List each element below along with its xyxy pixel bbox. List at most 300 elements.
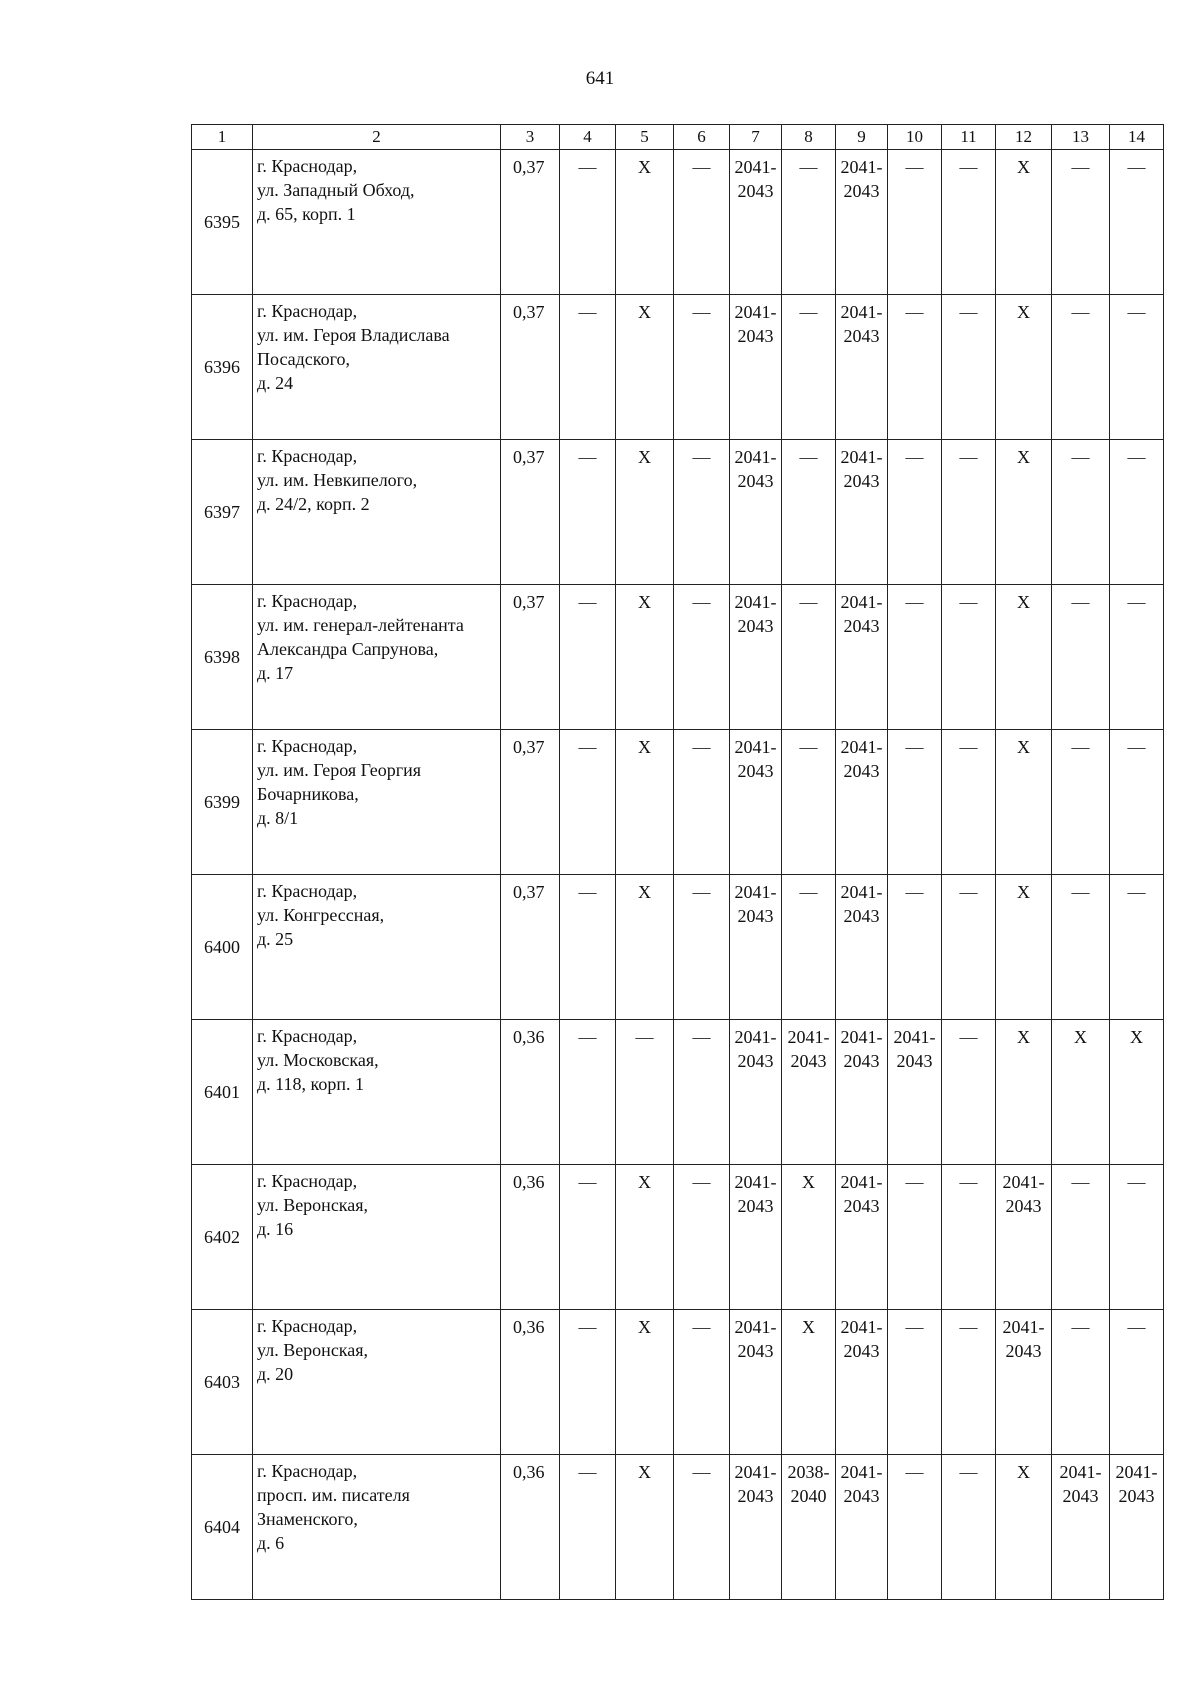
cell-value-line: 2041-	[840, 592, 883, 612]
address-line: д. 65, корп. 1	[257, 204, 356, 224]
dash-mark: —	[1071, 737, 1090, 757]
cell-value-line: 2041-	[1115, 1462, 1158, 1482]
cell-value: 0,37	[513, 157, 545, 177]
cell-col14	[1110, 730, 1164, 875]
cell-value: 0,36	[513, 1027, 545, 1047]
table-row	[192, 1310, 1164, 1455]
dash-mark: —	[692, 302, 711, 322]
dash-mark: —	[959, 1172, 978, 1192]
cell-col13	[1052, 875, 1110, 1020]
address-line: ул. им. Невкипелого,	[257, 470, 418, 490]
cell-col13	[1052, 440, 1110, 585]
address-line: Посадского,	[257, 349, 351, 369]
cell-value-line: 2038-	[787, 1462, 830, 1482]
address-line: ул. им. Героя Владислава	[257, 325, 450, 345]
cell-col12	[996, 1165, 1052, 1310]
dash-mark: —	[1127, 592, 1146, 612]
cell-col5	[616, 875, 674, 1020]
address-line: д. 20	[257, 1364, 294, 1384]
cell-col8	[782, 1455, 836, 1600]
cell-value-line: 2043	[896, 1051, 933, 1071]
cell-col13	[1052, 585, 1110, 730]
address-cell	[253, 730, 501, 875]
dash-mark: —	[578, 882, 597, 902]
dash-mark: —	[959, 737, 978, 757]
column-header-1: 1	[192, 125, 253, 150]
address-line: г. Краснодар,	[257, 1026, 358, 1046]
address-cell	[253, 1020, 501, 1165]
cell-value: Х	[1017, 1027, 1030, 1047]
cell-col12	[996, 585, 1052, 730]
dash-mark: —	[1127, 1317, 1146, 1337]
cell-col11	[942, 1310, 996, 1455]
dash-mark: —	[1071, 1172, 1090, 1192]
cell-value-line: 2043	[843, 761, 880, 781]
cell-col3	[501, 150, 560, 295]
cell-col5	[616, 440, 674, 585]
cell-col4	[560, 295, 616, 440]
dash-mark: —	[799, 737, 818, 757]
cell-col8	[782, 585, 836, 730]
address-line: ул. Западный Обход,	[257, 180, 415, 200]
cell-value-line: 2043	[1005, 1341, 1042, 1361]
cell-col7	[730, 440, 782, 585]
dash-mark: —	[959, 302, 978, 322]
cell-value-line: 2041-	[734, 1172, 777, 1192]
cell-value: Х	[638, 1172, 651, 1192]
cell-value: 0,37	[513, 882, 545, 902]
cell-value: Х	[1017, 157, 1030, 177]
cell-value-line: 2041-	[734, 1027, 777, 1047]
cell-value: 0,37	[513, 592, 545, 612]
column-header-3: 3	[501, 125, 560, 150]
cell-col4	[560, 875, 616, 1020]
cell-col13	[1052, 1165, 1110, 1310]
cell-value: 0,37	[513, 447, 545, 467]
cell-col5	[616, 295, 674, 440]
cell-col11	[942, 730, 996, 875]
cell-col14	[1110, 295, 1164, 440]
cell-col14	[1110, 1310, 1164, 1455]
cell-col10	[888, 1310, 942, 1455]
dash-mark: —	[799, 302, 818, 322]
dash-mark: —	[1071, 882, 1090, 902]
cell-value: 0,36	[513, 1317, 545, 1337]
cell-col3	[501, 440, 560, 585]
column-header-2: 2	[253, 125, 501, 150]
cell-col5	[616, 150, 674, 295]
address-line: г. Краснодар,	[257, 591, 358, 611]
dash-mark: —	[959, 1317, 978, 1337]
address-line: д. 6	[257, 1533, 285, 1553]
cell-col10	[888, 1455, 942, 1600]
cell-value-line: 2041-	[1059, 1462, 1102, 1482]
cell-col3	[501, 1455, 560, 1600]
cell-value-line: 2041-	[840, 157, 883, 177]
cell-value-line: 2041-	[840, 737, 883, 757]
cell-col14	[1110, 1020, 1164, 1165]
cell-value: Х	[638, 1317, 651, 1337]
cell-col3	[501, 1310, 560, 1455]
dash-mark: —	[905, 737, 924, 757]
cell-col6	[674, 1310, 730, 1455]
cell-col7	[730, 1165, 782, 1310]
address-cell	[253, 295, 501, 440]
cell-col10	[888, 150, 942, 295]
cell-col11	[942, 295, 996, 440]
cell-value-line: 2043	[790, 1051, 827, 1071]
register-table	[191, 124, 1164, 1600]
cell-col9	[836, 585, 888, 730]
cell-col3	[501, 730, 560, 875]
cell-value-line: 2043	[737, 616, 774, 636]
cell-col4	[560, 1310, 616, 1455]
dash-mark: —	[692, 1172, 711, 1192]
cell-col13	[1052, 730, 1110, 875]
cell-value-line: 2043	[737, 181, 774, 201]
cell-value-line: 2041-	[1002, 1317, 1045, 1337]
dash-mark: —	[578, 1317, 597, 1337]
cell-col6	[674, 875, 730, 1020]
cell-col12	[996, 1020, 1052, 1165]
cell-col4	[560, 1165, 616, 1310]
cell-value-line: 2043	[737, 1196, 774, 1216]
cell-value-line: 2041-	[734, 882, 777, 902]
cell-col9	[836, 150, 888, 295]
address-line: д. 118, корп. 1	[257, 1074, 364, 1094]
row-number: 6404	[192, 1455, 253, 1600]
cell-col7	[730, 875, 782, 1020]
cell-col10	[888, 1020, 942, 1165]
cell-value: Х	[638, 882, 651, 902]
cell-value-line: 2041-	[840, 1172, 883, 1192]
address-line: д. 24	[257, 373, 294, 393]
address-cell	[253, 875, 501, 1020]
cell-value: Х	[638, 447, 651, 467]
cell-value: Х	[1017, 737, 1030, 757]
dash-mark: —	[959, 447, 978, 467]
dash-mark: —	[1071, 1317, 1090, 1337]
cell-col12	[996, 1310, 1052, 1455]
cell-value-line: 2043	[843, 181, 880, 201]
column-header-11: 11	[942, 125, 996, 150]
dash-mark: —	[578, 1172, 597, 1192]
cell-value-line: 2041-	[840, 447, 883, 467]
address-cell	[253, 150, 501, 295]
table-row	[192, 730, 1164, 875]
address-line: г. Краснодар,	[257, 1171, 358, 1191]
address-line: Бочарникова,	[257, 784, 359, 804]
cell-value: Х	[1017, 447, 1030, 467]
cell-value-line: 2041-	[734, 447, 777, 467]
dash-mark: —	[959, 882, 978, 902]
cell-col5	[616, 1310, 674, 1455]
cell-value-line: 2041-	[840, 1027, 883, 1047]
row-number: 6400	[192, 875, 253, 1020]
column-header-13: 13	[1052, 125, 1110, 150]
dash-mark: —	[959, 1462, 978, 1482]
dash-mark: —	[578, 157, 597, 177]
dash-mark: —	[692, 447, 711, 467]
cell-col12	[996, 1455, 1052, 1600]
cell-value-line: 2041-	[840, 1462, 883, 1482]
cell-col13	[1052, 1455, 1110, 1600]
cell-col8	[782, 730, 836, 875]
cell-value-line: 2041-	[893, 1027, 936, 1047]
cell-value: Х	[1074, 1027, 1087, 1047]
dash-mark: —	[799, 592, 818, 612]
table-body	[192, 150, 1164, 1600]
cell-col6	[674, 1020, 730, 1165]
address-line: ул. им. Героя Георгия	[257, 760, 421, 780]
cell-value-line: 2043	[843, 471, 880, 491]
address-cell	[253, 1455, 501, 1600]
cell-col12	[996, 295, 1052, 440]
cell-value-line: 2043	[843, 326, 880, 346]
cell-value-line: 2043	[1062, 1486, 1099, 1506]
table-row	[192, 440, 1164, 585]
cell-value-line: 2043	[843, 1341, 880, 1361]
cell-value: Х	[1017, 302, 1030, 322]
dash-mark: —	[959, 157, 978, 177]
address-line: д. 24/2, корп. 2	[257, 494, 370, 514]
dash-mark: —	[799, 157, 818, 177]
cell-col11	[942, 1165, 996, 1310]
cell-value-line: 2043	[843, 1051, 880, 1071]
dash-mark: —	[905, 302, 924, 322]
cell-value: Х	[1017, 592, 1030, 612]
cell-col10	[888, 730, 942, 875]
dash-mark: —	[1127, 157, 1146, 177]
cell-col9	[836, 875, 888, 1020]
table-row	[192, 1165, 1164, 1310]
row-number: 6403	[192, 1310, 253, 1455]
column-header-12: 12	[996, 125, 1052, 150]
dash-mark: —	[578, 447, 597, 467]
cell-col4	[560, 585, 616, 730]
address-line: г. Краснодар,	[257, 156, 358, 176]
address-line: г. Краснодар,	[257, 446, 358, 466]
dash-mark: —	[692, 882, 711, 902]
cell-value-line: 2041-	[1002, 1172, 1045, 1192]
cell-col10	[888, 875, 942, 1020]
dash-mark: —	[799, 882, 818, 902]
cell-col13	[1052, 1310, 1110, 1455]
column-header-6: 6	[674, 125, 730, 150]
table-row	[192, 1455, 1164, 1600]
cell-col3	[501, 875, 560, 1020]
cell-value: Х	[802, 1172, 815, 1192]
cell-col6	[674, 585, 730, 730]
address-cell	[253, 440, 501, 585]
cell-col11	[942, 875, 996, 1020]
dash-mark: —	[692, 1027, 711, 1047]
row-number: 6399	[192, 730, 253, 875]
cell-col12	[996, 150, 1052, 295]
cell-col3	[501, 1165, 560, 1310]
cell-value-line: 2041-	[787, 1027, 830, 1047]
cell-value-line: 2040	[790, 1486, 827, 1506]
cell-col13	[1052, 150, 1110, 295]
cell-value: 0,37	[513, 737, 545, 757]
dash-mark: —	[692, 1317, 711, 1337]
column-header-14: 14	[1110, 125, 1164, 150]
cell-col3	[501, 585, 560, 730]
address-line: д. 17	[257, 663, 294, 683]
address-line: ул. Веронская,	[257, 1340, 369, 1360]
row-number: 6398	[192, 585, 253, 730]
cell-value: Х	[638, 302, 651, 322]
cell-value-line: 2043	[737, 761, 774, 781]
cell-col7	[730, 1020, 782, 1165]
cell-col14	[1110, 440, 1164, 585]
cell-value-line: 2043	[843, 1196, 880, 1216]
cell-col8	[782, 1020, 836, 1165]
cell-col11	[942, 150, 996, 295]
cell-value-line: 2043	[1118, 1486, 1155, 1506]
cell-col12	[996, 730, 1052, 875]
cell-value-line: 2041-	[734, 1462, 777, 1482]
page-number: 641	[585, 68, 615, 89]
cell-col4	[560, 730, 616, 875]
cell-value: Х	[638, 737, 651, 757]
dash-mark: —	[799, 447, 818, 467]
dash-mark: —	[1071, 157, 1090, 177]
cell-col6	[674, 1165, 730, 1310]
cell-col7	[730, 730, 782, 875]
dash-mark: —	[578, 1462, 597, 1482]
cell-value-line: 2041-	[734, 737, 777, 757]
cell-value: Х	[638, 592, 651, 612]
cell-col9	[836, 1020, 888, 1165]
table-row	[192, 585, 1164, 730]
cell-col10	[888, 440, 942, 585]
dash-mark: —	[1127, 1172, 1146, 1192]
dash-mark: —	[905, 592, 924, 612]
address-line: Александра Сапрунова,	[257, 639, 439, 659]
address-line: д. 16	[257, 1219, 294, 1239]
row-number: 6401	[192, 1020, 253, 1165]
dash-mark: —	[1127, 302, 1146, 322]
cell-value-line: 2043	[737, 906, 774, 926]
row-number: 6395	[192, 150, 253, 295]
cell-value-line: 2043	[843, 1486, 880, 1506]
cell-value: Х	[1017, 1462, 1030, 1482]
cell-col5	[616, 1020, 674, 1165]
address-line: г. Краснодар,	[257, 301, 358, 321]
cell-value: Х	[638, 1462, 651, 1482]
dash-mark: —	[578, 592, 597, 612]
column-header-7: 7	[730, 125, 782, 150]
cell-col9	[836, 1165, 888, 1310]
dash-mark: —	[578, 302, 597, 322]
dash-mark: —	[692, 737, 711, 757]
row-number: 6396	[192, 295, 253, 440]
cell-col13	[1052, 295, 1110, 440]
cell-col14	[1110, 585, 1164, 730]
dash-mark: —	[692, 592, 711, 612]
cell-col8	[782, 440, 836, 585]
cell-value-line: 2041-	[734, 302, 777, 322]
cell-value: 0,36	[513, 1172, 545, 1192]
cell-col10	[888, 295, 942, 440]
address-line: просп. им. писателя	[257, 1485, 410, 1505]
cell-col10	[888, 585, 942, 730]
dash-mark: —	[692, 1462, 711, 1482]
cell-col12	[996, 440, 1052, 585]
dash-mark: —	[905, 882, 924, 902]
cell-col8	[782, 1165, 836, 1310]
dash-mark: —	[1071, 302, 1090, 322]
dash-mark: —	[905, 447, 924, 467]
cell-col7	[730, 1455, 782, 1600]
cell-col4	[560, 440, 616, 585]
table-row	[192, 875, 1164, 1020]
cell-col14	[1110, 150, 1164, 295]
cell-col3	[501, 1020, 560, 1165]
dash-mark: —	[1127, 882, 1146, 902]
cell-col12	[996, 875, 1052, 1020]
cell-value-line: 2043	[843, 906, 880, 926]
cell-col3	[501, 295, 560, 440]
cell-col6	[674, 295, 730, 440]
dash-mark: —	[578, 737, 597, 757]
cell-col5	[616, 730, 674, 875]
cell-value-line: 2043	[737, 326, 774, 346]
cell-col8	[782, 295, 836, 440]
cell-col7	[730, 295, 782, 440]
cell-col4	[560, 1020, 616, 1165]
header-row	[192, 125, 1164, 150]
cell-col11	[942, 440, 996, 585]
cell-col9	[836, 295, 888, 440]
dash-mark: —	[905, 1172, 924, 1192]
column-header-8: 8	[782, 125, 836, 150]
dash-mark: —	[905, 1462, 924, 1482]
cell-col4	[560, 1455, 616, 1600]
dash-mark: —	[959, 1027, 978, 1047]
cell-col9	[836, 440, 888, 585]
address-line: ул. Конгрессная,	[257, 905, 385, 925]
cell-col5	[616, 585, 674, 730]
cell-value: 0,37	[513, 302, 545, 322]
cell-col8	[782, 150, 836, 295]
address-cell	[253, 585, 501, 730]
cell-value-line: 2043	[737, 1341, 774, 1361]
address-line: ул. Московская,	[257, 1050, 379, 1070]
cell-value-line: 2043	[737, 1051, 774, 1071]
row-number: 6402	[192, 1165, 253, 1310]
column-header-9: 9	[836, 125, 888, 150]
cell-value-line: 2043	[737, 471, 774, 491]
address-cell	[253, 1310, 501, 1455]
cell-col11	[942, 585, 996, 730]
cell-col14	[1110, 1165, 1164, 1310]
cell-col9	[836, 1310, 888, 1455]
cell-value-line: 2043	[843, 616, 880, 636]
address-cell	[253, 1165, 501, 1310]
cell-col10	[888, 1165, 942, 1310]
cell-col6	[674, 440, 730, 585]
cell-col6	[674, 150, 730, 295]
row-number: 6397	[192, 440, 253, 585]
cell-col8	[782, 1310, 836, 1455]
address-line: д. 25	[257, 929, 294, 949]
cell-col9	[836, 730, 888, 875]
column-header-10: 10	[888, 125, 942, 150]
address-line: ул. Веронская,	[257, 1195, 369, 1215]
cell-col8	[782, 875, 836, 1020]
